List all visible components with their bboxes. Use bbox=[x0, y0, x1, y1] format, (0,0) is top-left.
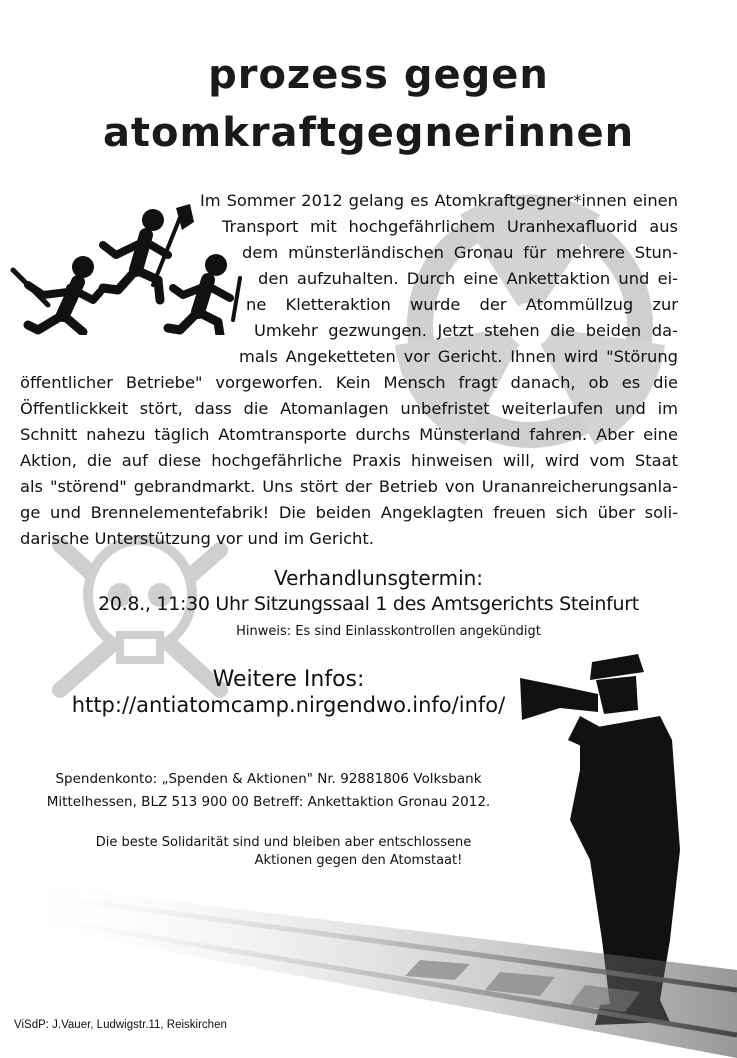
body-line: öffentlicher Betriebe" vorgeworfen. Kein Mensch fragt danach, ob es die bbox=[20, 373, 678, 392]
body-line: ge und Brennelementefabrik! Die beiden Angeklagten freuen sich über soli- bbox=[20, 503, 678, 522]
donation-line2: Mittelhessen, BLZ 513 900 00 Betreff: Ankettaktion Gronau 2012. bbox=[46, 794, 491, 810]
donation-line1: Spendenkonto: „Spenden & Aktionen" Nr. 92881806 Volksbank bbox=[55, 771, 482, 787]
body-line: Transport mit hochgefährlichem Uranhexafluorid aus bbox=[222, 217, 678, 236]
page-title-line1: prozess gegen bbox=[208, 52, 549, 98]
body-line: Umkehr gezwungen. Jetzt stehen die beiden da- bbox=[254, 321, 678, 340]
info-url[interactable]: http://antiatomcamp.nirgendwo.info/info/ bbox=[71, 693, 506, 717]
running-figures-icon bbox=[8, 200, 248, 335]
closing-line2: Aktionen gegen den Atomstaat! bbox=[254, 853, 463, 868]
body-line: darische Unterstützung vor und im Gericht. bbox=[20, 529, 374, 548]
body-line: mals Angeketteten vor Gericht. Ihnen wird "Störung bbox=[239, 347, 678, 366]
closing-line1: Die beste Solidarität sind und bleiben aber entschlossene bbox=[95, 835, 472, 850]
body-line: Schnitt nahezu täglich Atomtransporte durchs Münsterland fahren. Aber eine bbox=[20, 425, 678, 444]
footer-imprint: ViSdP: J.Vauer, Ludwigstr.11, Reiskirchen bbox=[14, 1019, 227, 1031]
hearing-details: 20.8., 11:30 Uhr Sitzungssaal 1 des Amtsgerichts Steinfurt bbox=[98, 593, 639, 615]
hearing-heading: Verhandlunsgtermin: bbox=[273, 566, 484, 590]
body-line: Öffentlickkeit stört, dass die Atomanlagen unbefristet weiterlaufen und im bbox=[20, 399, 678, 418]
body-line: dem münsterländischen Gronau für mehrere Stun- bbox=[242, 243, 678, 262]
body-line: als "störend" gebrandmarkt. Uns stört der Betrieb von Urananreicherungsanla- bbox=[20, 477, 678, 496]
info-heading: Weitere Infos: bbox=[212, 667, 365, 692]
hearing-note: Hinweis: Es sind Einlasskontrollen angekündigt bbox=[236, 624, 541, 639]
page-title-line2: atomkraftgegnerinnen bbox=[102, 110, 635, 156]
body-line: ne Kletteraktion wurde der Atommüllzug zur bbox=[246, 295, 678, 314]
body-line: den aufzuhalten. Durch eine Ankettaktion und ei- bbox=[258, 269, 678, 288]
body-line: Aktion, die auf diese hochgefährliche Praxis hinweisen will, wird vom Staat bbox=[20, 451, 678, 470]
body-line: Im Sommer 2012 gelang es Atomkraftgegner*innen einen bbox=[200, 191, 678, 210]
